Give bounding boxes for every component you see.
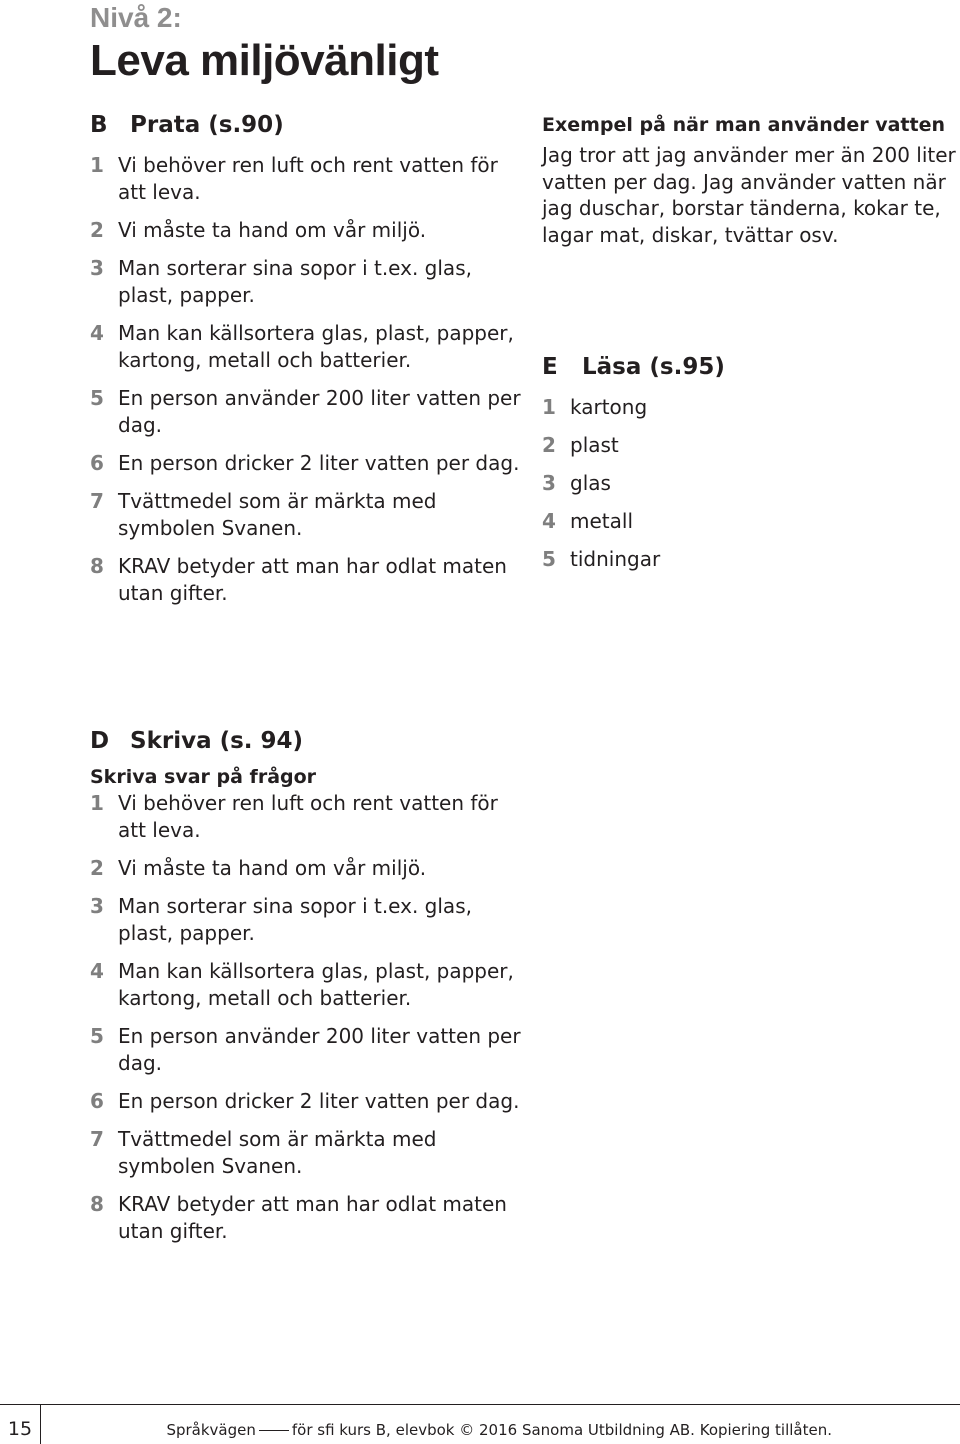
item-text: En person använder 200 liter vatten per dag. <box>118 1024 521 1075</box>
footer-divider <box>0 1404 960 1405</box>
section-b-list <box>77 152 530 607</box>
item-number: 8 <box>90 1192 104 1216</box>
item-number: 2 <box>90 218 104 242</box>
section-d-letter: D <box>90 728 110 754</box>
list-item <box>77 217 530 244</box>
item-number: 4 <box>90 959 104 983</box>
footer-copyright: för sfi kurs B, elevbok © 2016 Sanoma Utbildning AB. Kopiering tillåten. <box>291 1421 832 1439</box>
item-number: 4 <box>542 509 556 533</box>
footer-credits <box>166 1421 832 1439</box>
item-number: 1 <box>542 395 556 419</box>
section-e-heading <box>542 354 842 380</box>
page-number: 15 <box>7 1418 33 1440</box>
item-number: 3 <box>542 471 556 495</box>
list-item <box>77 1191 530 1245</box>
example-text: Jag tror att jag använder mer än 200 liter vatten per dag. Jag använder vatten när jag duschar, borstar tänderna, kokar te, lagar mat, diskar, tvättar osv. <box>542 143 956 247</box>
item-text: Tvättmedel som är märkta med symbolen Svanen. <box>118 1127 437 1178</box>
section-d-list <box>77 790 530 1245</box>
item-number: 1 <box>90 791 104 815</box>
list-item <box>77 488 530 542</box>
item-number: 5 <box>542 547 556 571</box>
list-item <box>77 1023 530 1077</box>
section-e-title: Läsa (s.95) <box>582 354 725 380</box>
item-number: 2 <box>542 433 556 457</box>
item-number: 7 <box>90 1127 104 1151</box>
list-item <box>77 958 530 1012</box>
item-text: KRAV betyder att man har odlat maten utan gifter. <box>118 554 507 605</box>
item-text: Vi behöver ren luft och rent vatten för att leva. <box>118 791 498 842</box>
item-number: 5 <box>90 1024 104 1048</box>
section-d-title: Skriva (s. 94) <box>130 728 304 754</box>
item-text: tidningar <box>570 547 661 571</box>
list-item <box>77 255 530 309</box>
section-d-subtitle: Skriva svar på frågor <box>90 766 317 788</box>
item-number: 7 <box>90 489 104 513</box>
page-number-divider <box>40 1404 41 1444</box>
example-block <box>542 114 957 248</box>
item-text: En person använder 200 liter vatten per dag. <box>118 386 521 437</box>
item-text: Vi måste ta hand om vår miljö. <box>118 856 427 880</box>
section-d-heading <box>90 728 530 754</box>
item-text: Man kan källsortera glas, plast, papper, kartong, metall och batterier. <box>118 959 514 1010</box>
section-b-title: Prata (s.90) <box>130 112 284 138</box>
section-e-letter: E <box>542 354 558 380</box>
section-e-list <box>529 394 842 573</box>
item-text: KRAV betyder att man har odlat maten utan gifter. <box>118 1192 507 1243</box>
item-text: Man sorterar sina sopor i t.ex. glas, plast, papper. <box>118 256 472 307</box>
page-title: Leva miljövänligt <box>90 36 439 85</box>
list-item <box>77 450 530 477</box>
list-item <box>529 508 842 535</box>
item-number: 3 <box>90 894 104 918</box>
section-b-letter: B <box>90 112 108 138</box>
section-d <box>90 728 530 1245</box>
list-item <box>77 893 530 947</box>
level-label: Nivå 2: <box>90 2 182 33</box>
item-number: 6 <box>90 451 104 475</box>
section-e <box>542 354 842 584</box>
item-text: Man sorterar sina sopor i t.ex. glas, plast, papper. <box>118 894 472 945</box>
list-item <box>529 432 842 459</box>
item-text: En person dricker 2 liter vatten per dag. <box>118 1089 520 1113</box>
list-item <box>529 394 842 421</box>
list-item <box>77 790 530 844</box>
list-item <box>77 385 530 439</box>
list-item <box>77 1126 530 1180</box>
item-text: En person dricker 2 liter vatten per dag. <box>118 451 520 475</box>
list-item <box>77 553 530 607</box>
item-number: 5 <box>90 386 104 410</box>
item-text: plast <box>570 433 619 457</box>
list-item <box>77 1088 530 1115</box>
footer-book-title: Språkvägen <box>166 1421 256 1439</box>
list-item <box>77 320 530 374</box>
item-text: glas <box>570 471 611 495</box>
item-number: 4 <box>90 321 104 345</box>
footer-dash <box>259 1430 289 1431</box>
item-text: Vi behöver ren luft och rent vatten för att leva. <box>118 153 498 204</box>
example-heading: Exempel på när man använder vatten <box>542 114 945 136</box>
list-item <box>529 470 842 497</box>
list-item <box>77 855 530 882</box>
section-b <box>90 112 530 607</box>
item-number: 1 <box>90 153 104 177</box>
item-number: 2 <box>90 856 104 880</box>
item-text: Vi måste ta hand om vår miljö. <box>118 218 427 242</box>
item-text: kartong <box>570 395 648 419</box>
item-number: 3 <box>90 256 104 280</box>
list-item <box>77 152 530 206</box>
item-number: 8 <box>90 554 104 578</box>
item-text: metall <box>570 509 633 533</box>
section-b-heading <box>90 112 530 138</box>
item-text: Tvättmedel som är märkta med symbolen Svanen. <box>118 489 437 540</box>
item-number: 6 <box>90 1089 104 1113</box>
item-text: Man kan källsortera glas, plast, papper, kartong, metall och batterier. <box>118 321 514 372</box>
list-item <box>529 546 842 573</box>
